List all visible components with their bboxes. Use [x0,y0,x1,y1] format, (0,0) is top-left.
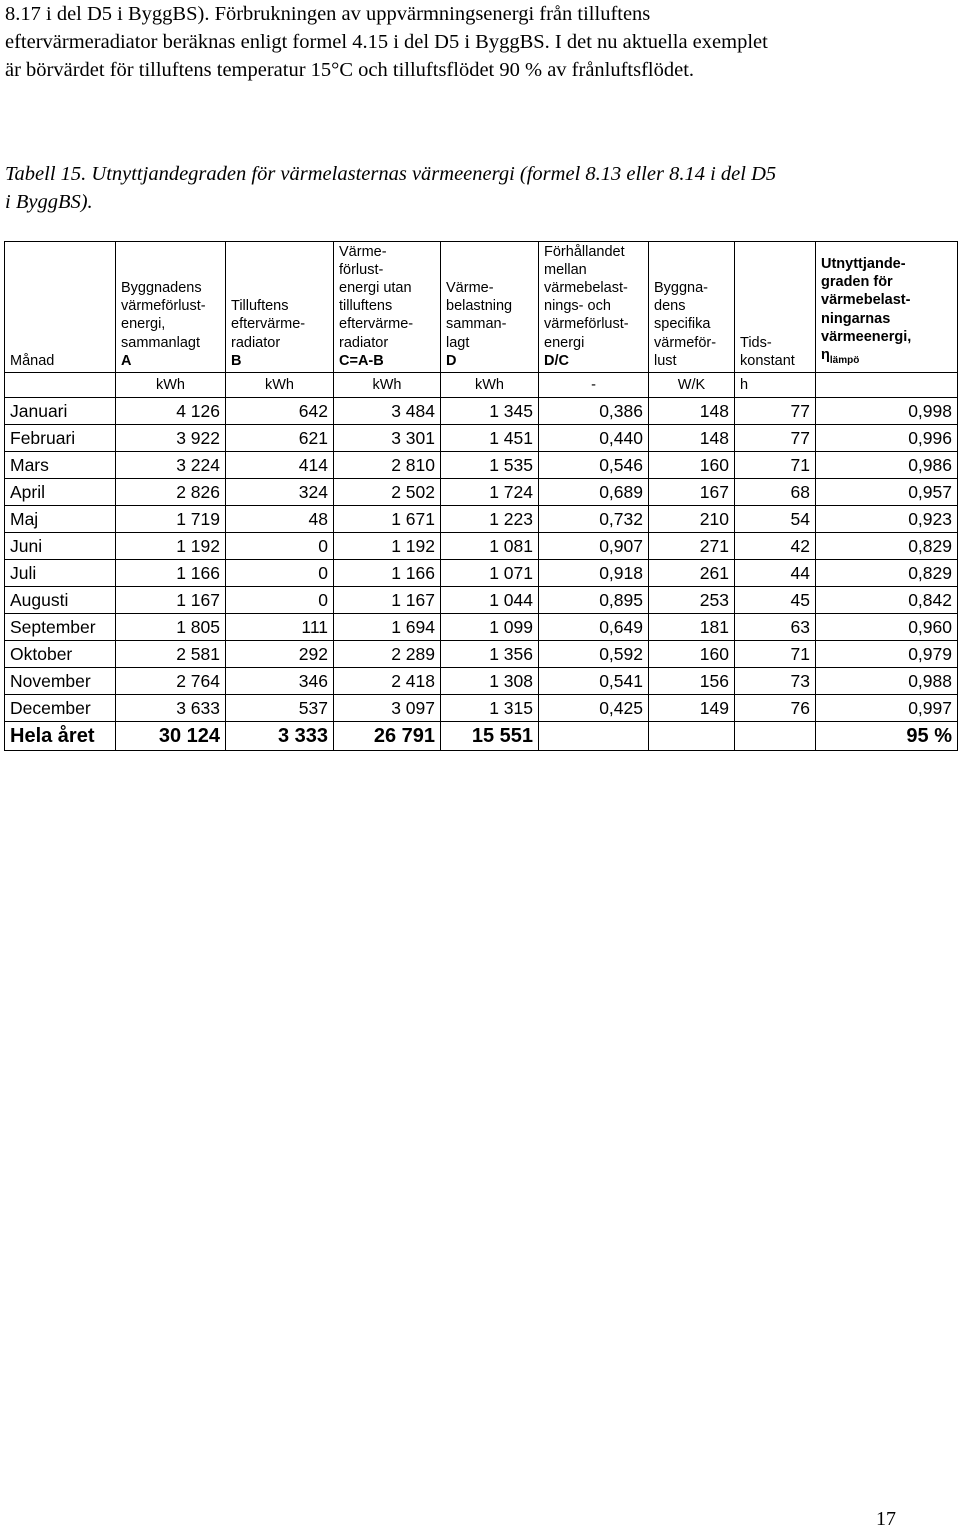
value-cell: 167 [649,479,735,506]
value-cell: 1 671 [334,506,441,533]
month-cell: Januari [5,398,116,425]
value-cell: 1 724 [441,479,539,506]
table-row [5,506,958,533]
unit-cell: kWh [441,373,539,398]
value-cell: 2 502 [334,479,441,506]
value-cell: 0,907 [539,533,649,560]
table-row [5,695,958,722]
value-cell: 0,918 [539,560,649,587]
unit-cell [5,373,116,398]
month-cell: Oktober [5,641,116,668]
value-cell: 1 719 [116,506,226,533]
value-cell: 1 223 [441,506,539,533]
table-row [5,614,958,641]
value-cell: 0,829 [816,533,958,560]
header-utilization: Utnyttjande- graden för värmebelast- ningarnas värmeenergi, $\eta_{lämpö}$ [816,242,958,373]
unit-cell: h [735,373,816,398]
total-label: Hela året [5,722,116,751]
value-cell: 0,895 [539,587,649,614]
unit-cell: kWh [226,373,334,398]
value-cell: 160 [649,452,735,479]
value-cell: 210 [649,506,735,533]
value-cell: 1 044 [441,587,539,614]
value-cell: 0,829 [816,560,958,587]
value-cell: 54 [735,506,816,533]
value-cell: 0,998 [816,398,958,425]
value-cell: 0 [226,533,334,560]
value-cell: 3 333 [226,722,334,751]
value-cell: 2 581 [116,641,226,668]
utilization-table [4,241,958,751]
month-cell: Augusti [5,587,116,614]
value-cell: 0,997 [816,695,958,722]
unit-cell: W/K [649,373,735,398]
value-cell: 73 [735,668,816,695]
value-cell: 2 289 [334,641,441,668]
value-cell [735,722,816,751]
value-cell: 537 [226,695,334,722]
value-cell: 68 [735,479,816,506]
value-cell: 1 315 [441,695,539,722]
value-cell: 1 345 [441,398,539,425]
month-cell: September [5,614,116,641]
header-row [5,242,958,373]
header-month: Månad [5,242,116,373]
intro-line: är börvärdet för tilluftens temperatur 15°C och tilluftsflödet 90 % av frånluftsflödet. [5,59,695,81]
value-cell: 76 [735,695,816,722]
value-cell: 0,649 [539,614,649,641]
value-cell: 77 [735,398,816,425]
intro-paragraph [5,0,950,84]
value-cell: 0,988 [816,668,958,695]
value-cell: 63 [735,614,816,641]
value-cell: 0,979 [816,641,958,668]
value-cell: 1 099 [441,614,539,641]
value-cell: 2 418 [334,668,441,695]
value-cell: 621 [226,425,334,452]
value-cell: 3 633 [116,695,226,722]
value-cell: 0,960 [816,614,958,641]
value-cell: 1 166 [116,560,226,587]
value-cell: 149 [649,695,735,722]
value-cell: 3 301 [334,425,441,452]
total-row [5,722,958,751]
value-cell: 0,386 [539,398,649,425]
value-cell: 1 071 [441,560,539,587]
value-cell: 26 791 [334,722,441,751]
table-caption [5,160,950,216]
header-specific-heat-loss: Byggna- dens specifika värmeför- lust [649,242,735,373]
header-dc: Förhållandet mellan värmebelast- nings- och värmeförlust- energi D/C [539,242,649,373]
caption-line: Tabell 15. Utnyttjandegraden för värmelasternas värmeenergi (formel 8.13 eller 8.14 i del D5 [5,163,777,185]
unit-cell [816,373,958,398]
value-cell: 3 922 [116,425,226,452]
value-cell: 71 [735,452,816,479]
value-cell: 642 [226,398,334,425]
value-cell: 42 [735,533,816,560]
month-cell: Februari [5,425,116,452]
value-cell: 3 224 [116,452,226,479]
value-cell: 414 [226,452,334,479]
header-b: Tilluftens eftervärme- radiator B [226,242,334,373]
value-cell: 1 081 [441,533,539,560]
month-cell: Mars [5,452,116,479]
header-c: Värme- förlust- energi utan tilluftens eftervärme- radiator C=A-B [334,242,441,373]
value-cell: 2 826 [116,479,226,506]
month-cell: Juli [5,560,116,587]
table-row [5,425,958,452]
value-cell: 0,689 [539,479,649,506]
value-cell: 95 % [816,722,958,751]
value-cell: 160 [649,641,735,668]
value-cell: 2 810 [334,452,441,479]
intro-line: eftervärmeradiator beräknas enligt formel 4.15 i del D5 i ByggBS. I det nu aktuella exemplet [5,31,768,53]
value-cell: 346 [226,668,334,695]
intro-line: 8.17 i del D5 i ByggBS). Förbrukningen av uppvärmningsenergi från tilluftens [5,3,651,25]
month-cell: Juni [5,533,116,560]
value-cell: 156 [649,668,735,695]
unit-cell: kWh [334,373,441,398]
header-a: Byggnadens värmeförlust- energi, sammanlagt A [116,242,226,373]
eta-symbol: $\eta_{lämpö}$ [821,346,860,366]
value-cell: 0,732 [539,506,649,533]
value-cell: 0,592 [539,641,649,668]
table-row [5,668,958,695]
page-number: 17 [876,1508,896,1530]
header-d: Värme- belastning samman- lagt D [441,242,539,373]
value-cell: 0,996 [816,425,958,452]
value-cell: 3 097 [334,695,441,722]
table-row [5,587,958,614]
value-cell: 1 451 [441,425,539,452]
value-cell: 48 [226,506,334,533]
header-time-constant: Tids- konstant [735,242,816,373]
value-cell: 0,546 [539,452,649,479]
value-cell: 3 484 [334,398,441,425]
value-cell: 1 192 [334,533,441,560]
units-row [5,373,958,398]
value-cell: 15 551 [441,722,539,751]
value-cell: 1 167 [116,587,226,614]
value-cell: 1 805 [116,614,226,641]
value-cell: 1 167 [334,587,441,614]
value-cell: 77 [735,425,816,452]
value-cell: 1 694 [334,614,441,641]
value-cell: 0,440 [539,425,649,452]
value-cell: 181 [649,614,735,641]
value-cell: 148 [649,398,735,425]
value-cell: 0 [226,560,334,587]
value-cell: 30 124 [116,722,226,751]
month-cell: November [5,668,116,695]
unit-cell: - [539,373,649,398]
value-cell: 271 [649,533,735,560]
value-cell: 0,842 [816,587,958,614]
caption-line: i ByggBS). [5,191,93,213]
value-cell: 44 [735,560,816,587]
table-row [5,398,958,425]
value-cell: 0 [226,587,334,614]
table-row [5,641,958,668]
value-cell: 1 308 [441,668,539,695]
value-cell: 0,541 [539,668,649,695]
value-cell: 1 192 [116,533,226,560]
value-cell: 1 356 [441,641,539,668]
table-body [5,398,958,751]
value-cell: 71 [735,641,816,668]
value-cell: 1 166 [334,560,441,587]
table-row [5,560,958,587]
value-cell: 148 [649,425,735,452]
month-cell: April [5,479,116,506]
value-cell: 1 535 [441,452,539,479]
value-cell [539,722,649,751]
table-row [5,452,958,479]
value-cell [649,722,735,751]
value-cell: 4 126 [116,398,226,425]
value-cell: 253 [649,587,735,614]
value-cell: 261 [649,560,735,587]
value-cell: 0,425 [539,695,649,722]
value-cell: 292 [226,641,334,668]
value-cell: 0,923 [816,506,958,533]
unit-cell: kWh [116,373,226,398]
month-cell: December [5,695,116,722]
table-row [5,479,958,506]
value-cell: 2 764 [116,668,226,695]
table-row [5,533,958,560]
value-cell: 45 [735,587,816,614]
value-cell: 0,957 [816,479,958,506]
value-cell: 111 [226,614,334,641]
month-cell: Maj [5,506,116,533]
value-cell: 324 [226,479,334,506]
value-cell: 0,986 [816,452,958,479]
